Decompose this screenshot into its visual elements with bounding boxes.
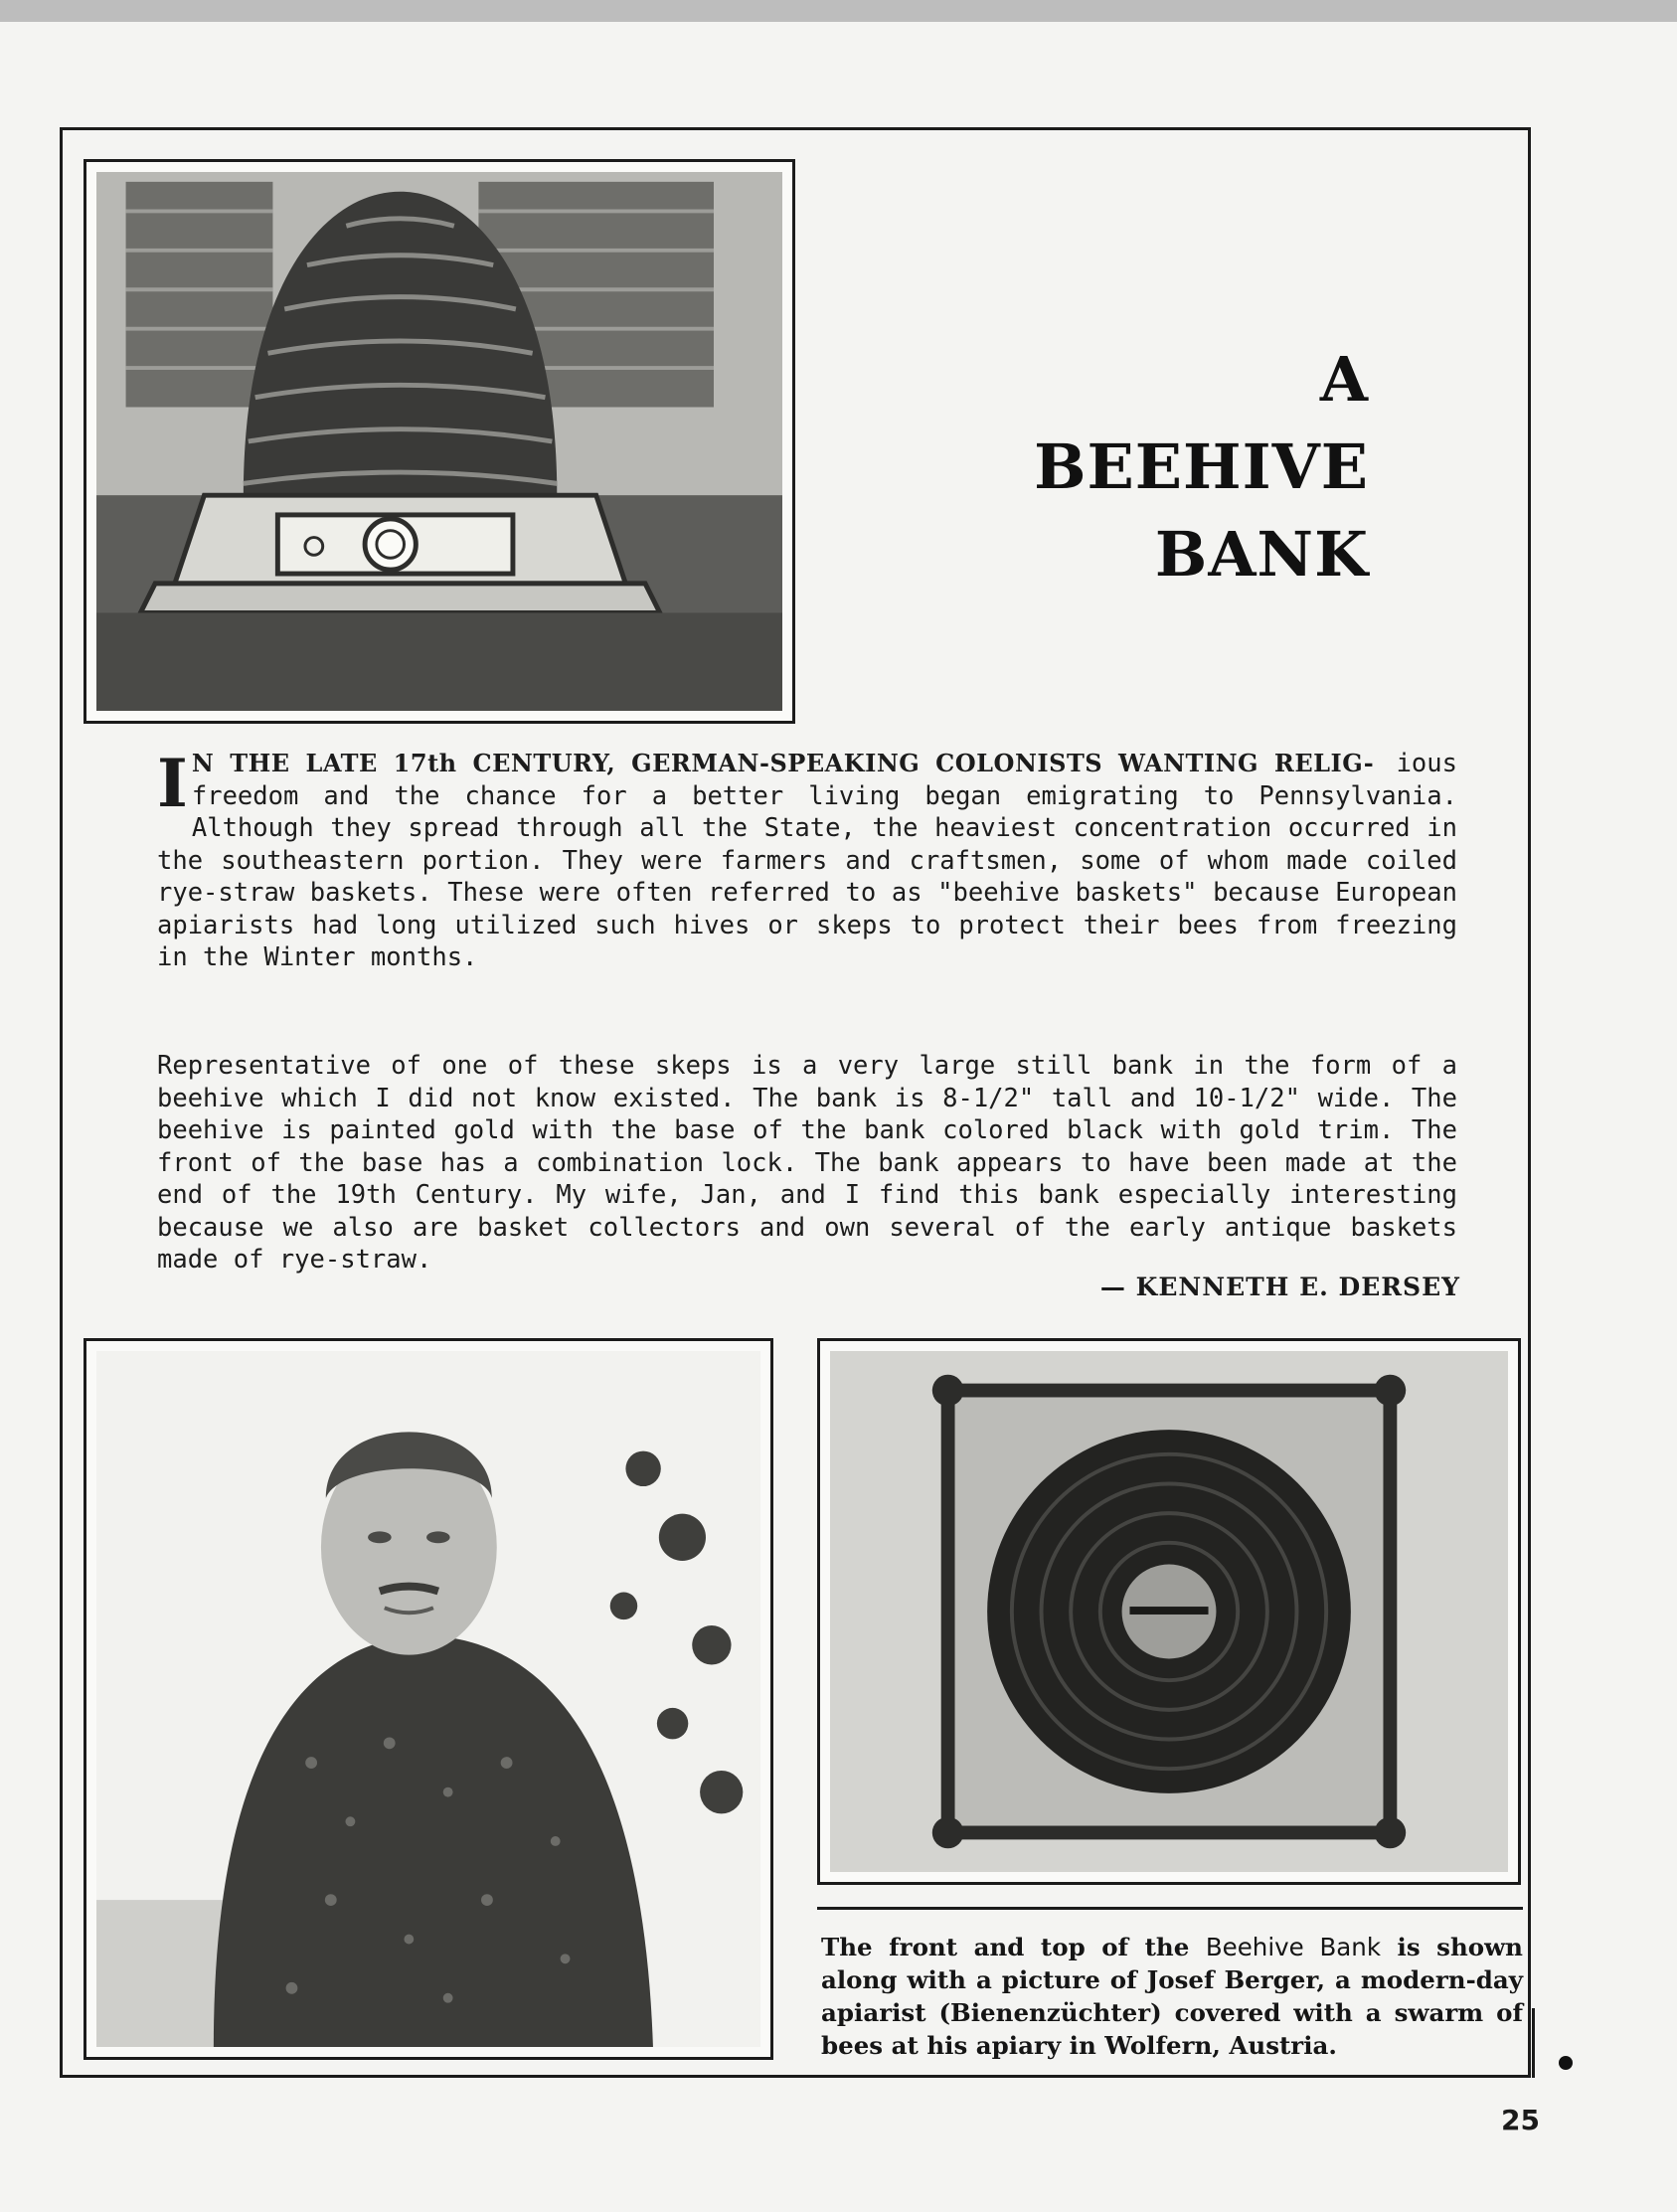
- lead-paragraph: [157, 745, 1457, 974]
- photo-caption: [821, 1931, 1523, 2062]
- title-line-beehive: BEEHIVE: [1034, 430, 1369, 503]
- caption-side-rule: [1532, 2008, 1535, 2078]
- page-number: 25: [1501, 2104, 1540, 2136]
- article-title: [852, 336, 1369, 598]
- title-line-a: A: [1319, 343, 1369, 416]
- drop-cap: I: [157, 745, 188, 822]
- lead-body-text: ious freedom and the chance for a better living began emigrating to Pennsylvania. Although they spread through all the State, the heaviest concentration occurred in the southeastern portion. They were farmers and craftsmen, some of whom made coiled rye-straw baskets. These were often referred to as "beehive baskets" because European apiarists had long utilized such hives or skeps to protect their bees from freezing in the Winter months.: [157, 749, 1457, 972]
- title-line-bank: BANK: [1154, 518, 1369, 591]
- apiarist-photo: [84, 1338, 773, 2060]
- lead-caps-text: N THE LATE 17th CENTURY, GERMAN-SPEAKING COLONISTS WANTING RELIG-: [191, 749, 1375, 777]
- scan-edge: [0, 0, 1677, 22]
- bank-top-photo: [817, 1338, 1521, 1885]
- apiarist-image: [96, 1351, 760, 2047]
- beehive-bank-image: [96, 172, 782, 711]
- end-mark: [1559, 2056, 1573, 2070]
- body-paragraph: Representative of one of these skeps is a very large still bank in the form of a beehive which I did not know existed. The bank is 8-1/2" tall and 10-1/2" wide. The beehive is painted gold with the base of the bank colored black with gold trim. The front of the base has a combination lock. The bank appears to have been made at the end of the 19th Century. My wife, Jan, and I find this bank especially interesting because we also are basket collectors and own several of the early antique baskets made of rye-straw.: [157, 1051, 1457, 1275]
- caption-text-3: is shown along with a picture of Josef Berger, a modern-day apiarist (Bienenzüchter) covered with a swarm of bees at his apiary in Wolfern, Austria.: [821, 1933, 1523, 2060]
- caption-text-1: The front and top of the: [821, 1933, 1190, 1961]
- caption-divider: [817, 1907, 1523, 1910]
- bank-top-image: [830, 1351, 1508, 1872]
- author-byline: — KENNETH E. DERSEY: [1099, 1273, 1460, 1301]
- caption-text-2: Beehive Bank: [1205, 1933, 1382, 1961]
- beehive-bank-photo: [84, 159, 795, 724]
